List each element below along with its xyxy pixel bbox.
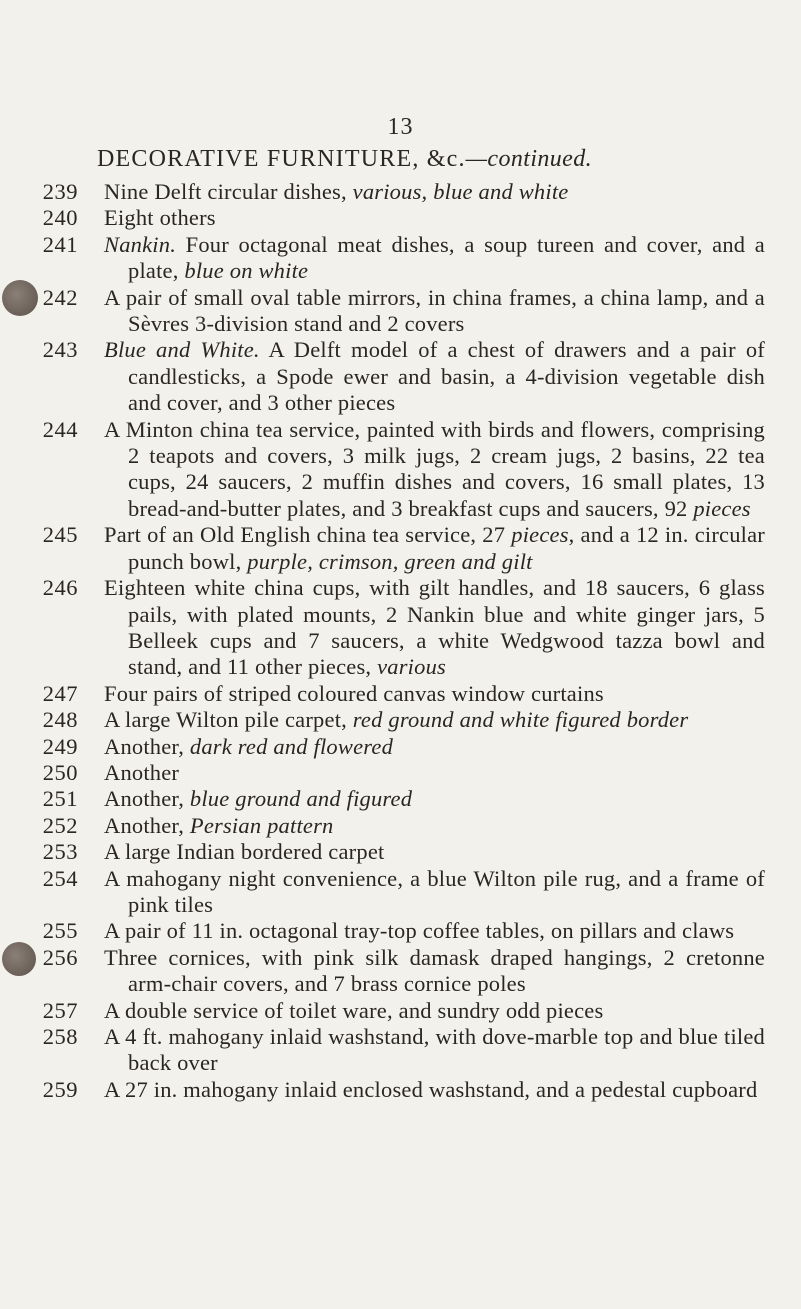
lot-description bbox=[104, 707, 765, 733]
lot-description-part: A 27 in. mahogany inlaid enclosed washstand, and a pedestal cupboard bbox=[104, 1076, 758, 1102]
lot-number: 259 bbox=[42, 1076, 78, 1102]
lot-description-part: dark red and flowered bbox=[189, 733, 394, 759]
lot-description-part: purple, crimson, green and gilt bbox=[247, 548, 533, 574]
lot-number: 251 bbox=[42, 786, 78, 812]
lot-entry bbox=[0, 945, 801, 998]
lot-description-part: pieces bbox=[511, 522, 569, 548]
lot-description-part: Four pairs of striped coloured canvas window curtains bbox=[104, 680, 604, 706]
lot-entry bbox=[0, 417, 801, 523]
lot-description-part: A mahogany night convenience, a blue Wilton pile rug, and a frame of pink tiles bbox=[104, 865, 765, 917]
lot-number: 256 bbox=[42, 944, 78, 970]
lot-number: 252 bbox=[42, 812, 78, 838]
lot-number: 250 bbox=[42, 759, 78, 785]
lot-entry bbox=[0, 575, 801, 681]
lot-entry bbox=[0, 918, 801, 944]
lot-description-part: blue on white bbox=[184, 258, 309, 284]
lot-description-part: A pair of small oval table mirrors, in china frames, a china lamp, and a Sèvres 3-division stand and 2 covers bbox=[104, 284, 765, 337]
lot-description bbox=[104, 734, 765, 760]
lot-description-part: blue ground and figured bbox=[189, 786, 413, 812]
lot-entry bbox=[0, 337, 801, 416]
lot-description bbox=[104, 945, 765, 998]
lot-description-part: A double service of toilet ware, and sundry odd pieces bbox=[104, 997, 604, 1023]
lot-description-part: Persian pattern bbox=[189, 812, 334, 838]
lot-number: 242 bbox=[42, 284, 78, 310]
lot-entry bbox=[0, 681, 801, 707]
lot-entry bbox=[0, 998, 801, 1024]
lot-description-part: A Minton china tea service, painted with birds and flowers, comprising 2 teapots and covers, 3 milk jugs, 2 cream jugs, 2 basins, 22 tea cups, 24 saucers, 2 muffin dishes and covers, 16 small plates, 13 bread-and-butter plates, and 3 breakfast cups and saucers, 92 bbox=[104, 416, 765, 521]
lot-description-part: A large Wilton pile carpet, bbox=[104, 707, 353, 733]
lot-description-part: Nankin. bbox=[104, 231, 177, 257]
lot-description bbox=[104, 232, 765, 285]
lot-number: 249 bbox=[42, 733, 78, 759]
lot-description-part: Another, bbox=[104, 812, 190, 838]
lot-number: 254 bbox=[42, 865, 78, 891]
lot-description-part: Three cornices, with pink silk damask draped hangings, 2 cretonne arm-chair covers, and 7 brass cornice poles bbox=[104, 944, 765, 997]
lot-description-part: Another bbox=[104, 759, 180, 785]
lot-description bbox=[104, 918, 765, 944]
lot-list bbox=[0, 179, 801, 1103]
lot-number: 239 bbox=[42, 179, 78, 204]
lot-description-part: various, blue and white bbox=[352, 179, 569, 204]
lot-description bbox=[104, 285, 765, 338]
lot-number: 257 bbox=[42, 997, 78, 1023]
lot-description-part: A large Indian bordered carpet bbox=[104, 839, 385, 865]
page-heading bbox=[97, 146, 777, 173]
lot-entry bbox=[0, 1077, 801, 1103]
lot-entry bbox=[0, 179, 801, 205]
lot-description bbox=[104, 337, 765, 416]
lot-number: 255 bbox=[42, 918, 78, 944]
lot-description-part: Another, bbox=[104, 786, 190, 812]
lot-description-part: Part of an Old English china tea service, 27 bbox=[104, 522, 512, 548]
lot-description-part: A pair of 11 in. octagonal tray-top coffee tables, on pillars and claws bbox=[104, 918, 735, 944]
lot-entry bbox=[0, 866, 801, 919]
lot-description-part: red ground and white figured border bbox=[352, 707, 689, 733]
lot-description-part: pieces bbox=[693, 495, 751, 521]
lot-description bbox=[104, 522, 765, 575]
lot-entry bbox=[0, 205, 801, 231]
lot-description bbox=[104, 839, 765, 865]
lot-description-part: A 4 ft. mahogany inlaid washstand, with dove-marble top and blue tiled back over bbox=[104, 1024, 765, 1076]
lot-number: 247 bbox=[42, 680, 78, 706]
lot-description bbox=[104, 813, 765, 839]
lot-description bbox=[104, 681, 765, 707]
lot-number: 258 bbox=[42, 1024, 78, 1049]
heading-title: DECORATIVE FURNITURE, &c. bbox=[97, 146, 466, 172]
page-number: 13 bbox=[387, 114, 414, 140]
lot-number: 244 bbox=[42, 416, 78, 442]
lot-description-part: , and a 12 in. circular punch bowl, bbox=[128, 522, 765, 574]
lot-description bbox=[104, 179, 765, 205]
lot-description-part: A Delft model of a chest of drawers and a pair of candlesticks, a Spode ewer and basin, a 4-division vegetable dish and cover, and 3 other pieces bbox=[128, 337, 765, 416]
lot-description-part: Nine Delft circular dishes, bbox=[104, 179, 353, 204]
lot-number: 245 bbox=[42, 522, 78, 548]
lot-number: 243 bbox=[42, 337, 78, 363]
lot-description-part: various bbox=[377, 654, 446, 680]
lot-description bbox=[104, 575, 765, 681]
lot-entry bbox=[0, 839, 801, 865]
lot-description-part: Another, bbox=[104, 733, 190, 759]
lot-number: 241 bbox=[42, 231, 78, 257]
lot-entry bbox=[0, 522, 801, 575]
lot-description-part: Four octagonal meat dishes, a soup tureen and cover, and a plate, bbox=[128, 231, 765, 284]
lot-description-part: Eight others bbox=[104, 205, 216, 231]
lot-entry bbox=[0, 707, 801, 733]
lot-entry bbox=[0, 813, 801, 839]
lot-description bbox=[104, 998, 765, 1024]
lot-description-part: Eighteen white china cups, with gilt handles, and 18 saucers, 6 glass pails, with plated mounts, 2 Nankin blue and white ginger jars, 5 Belleek cups and 7 saucers, a white Wedgwood tazza bowl and stand, and 11 other pieces, bbox=[104, 575, 765, 680]
lot-description bbox=[104, 417, 765, 523]
lot-description bbox=[104, 1024, 765, 1077]
lot-entry bbox=[0, 760, 801, 786]
lot-description bbox=[104, 760, 765, 786]
lot-description bbox=[104, 1077, 765, 1103]
heading-continued: —continued. bbox=[465, 146, 593, 172]
lot-number: 253 bbox=[42, 839, 78, 865]
lot-entry bbox=[0, 786, 801, 812]
lot-description bbox=[104, 866, 765, 919]
lot-entry bbox=[0, 1024, 801, 1077]
lot-description bbox=[104, 786, 765, 812]
lot-number: 240 bbox=[42, 205, 78, 231]
lot-entry bbox=[0, 285, 801, 338]
lot-entry bbox=[0, 232, 801, 285]
lot-number: 246 bbox=[42, 575, 78, 601]
lot-entry bbox=[0, 734, 801, 760]
lot-number: 248 bbox=[42, 707, 78, 733]
lot-description bbox=[104, 205, 765, 231]
lot-description-part: Blue and White. bbox=[104, 337, 260, 363]
